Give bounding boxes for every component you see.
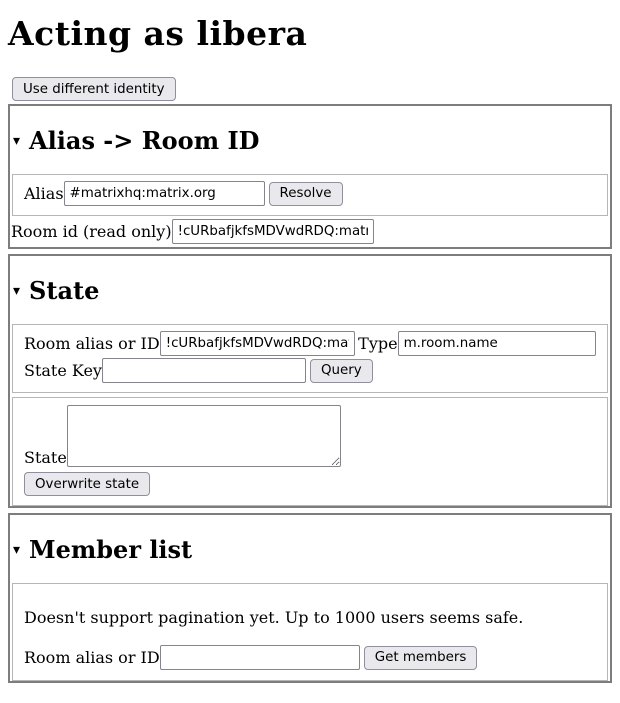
state-room-label: Room alias or ID (24, 334, 160, 353)
state-query-fieldset (12, 324, 608, 393)
state-textarea[interactable] (67, 405, 341, 467)
state-room-input[interactable] (160, 331, 355, 356)
section-alias-room-id (8, 104, 612, 249)
state-key-input[interactable] (102, 358, 306, 383)
overwrite-state-button[interactable]: Overwrite state (24, 472, 150, 496)
alias-fieldset (12, 174, 608, 216)
section-state (8, 254, 612, 508)
alias-input[interactable] (64, 181, 265, 206)
state-type-input[interactable] (398, 331, 596, 356)
state-label: State (24, 448, 67, 467)
section-state-heading: State (29, 276, 100, 305)
query-button[interactable]: Query (310, 359, 373, 383)
disclosure-triangle-icon: ▾ (13, 283, 21, 299)
disclosure-triangle-icon: ▾ (13, 542, 21, 558)
member-room-label: Room alias or ID (24, 648, 160, 667)
member-room-input[interactable] (160, 645, 360, 670)
section-alias-heading: Alias -> Room ID (29, 126, 260, 155)
section-member-heading: Member list (29, 535, 193, 564)
room-id-label: Room id (read only) (11, 222, 172, 241)
pagination-note: Doesn't support pagination yet. Up to 1000 users seems safe. (24, 608, 524, 627)
section-state-summary[interactable] (10, 256, 610, 324)
section-member-list (8, 513, 612, 683)
state-type-label: Type (358, 334, 398, 353)
state-key-label: State Key (24, 361, 102, 380)
section-alias-summary[interactable] (10, 106, 610, 174)
page-title: Acting as libera (8, 14, 308, 53)
state-overwrite-fieldset (12, 397, 608, 506)
use-different-identity-button[interactable]: Use different identity (12, 77, 176, 101)
alias-label: Alias (24, 184, 64, 203)
room-id-input[interactable] (172, 219, 374, 244)
member-list-fieldset (12, 583, 608, 681)
section-member-summary[interactable] (10, 515, 610, 583)
get-members-button[interactable]: Get members (364, 646, 478, 670)
resolve-button[interactable]: Resolve (269, 182, 343, 206)
disclosure-triangle-icon: ▾ (13, 133, 21, 149)
